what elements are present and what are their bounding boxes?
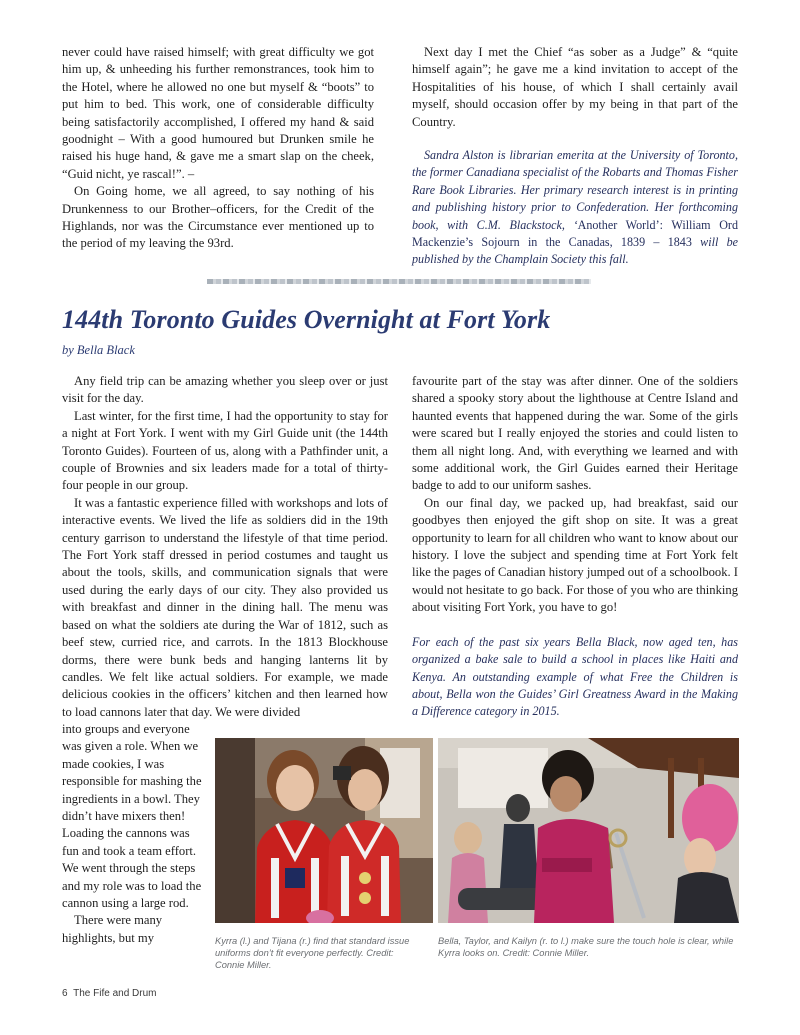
page-footer [62,988,157,999]
article-paragraph: favourite part of the stay was after dinner. One of the soldiers shared a spooky story about the lighthouse at Centre Island and haunted events that happened during the war. Some of the girls were scared but I really enjoyed the stories and could listen to them all night long. And, with everything we learned and with some additional work, the Girl Guides earned their Heritage badge to add to our uniform sashes. [412,374,738,493]
page-number: 6 [62,988,68,999]
book-title: Another World’: William Ord Mackenzie’s Sojourn in the Canadas, 1839 – 1843 [412,217,739,250]
author-note-bella-black: For each of the past six years Bella Black, now aged ten, has organized a bake sale to build a school in places like Haiti and Kenya. An outstanding example of what Free the Children is about, Bella won the Guides’ Girl Greatness Award in the Making a Difference category in 2015. [412,634,738,719]
article-paragraph: Last winter, for the first time, I had the opportunity to stay for a night at Fort York. I went with my Girl Guide unit (the 144th Toronto Guides). Fourteen of us, along with a Pathfinder unit, a couple of Brownies and six leaders made for a total of thirty-four people in our group. [62,408,388,493]
article-left-narrow-column [62,721,204,947]
photo-caption: Kyrra (l.) and Tijana (r.) find that standard issue uniforms don’t fit everyone perfectly. Credit: Connie Miller. [215,936,410,970]
photo-caption: Bella, Taylor, and Kailyn (r. to l.) make sure the touch hole is clear, while Kyrra looks on. Credit: Connie Miller. [438,936,734,958]
prev-article-paragraph: never could have raised himself; with great difficulty we got him up, & unheeding his further remonstrances, took him to the Hotel, where he allowed no one but myself & “boots” to put him to bed. This work, one of considerable difficulty being satisfactorily accomplished, I offered my hand & said goodnight – With a good humoured but Drunken smile he raised his huge hand, & gave me a smart slap on the cheek, “Guid nicht, ye rascal!”. – [62,45,374,181]
section-divider [207,279,591,284]
article-title: 144th Toronto Guides Overnight at Fort York [62,305,551,334]
article-byline: by Bella Black [62,343,135,357]
article-right-column [412,373,738,721]
article-paragraph: It was a fantastic experience filled with workshops and lots of interactive events. We lived the life as soldiers did in the 19th century garrison to understand the lifestyle of that time period. The Fort York staff dressed in period costumes and taught us about the tools, skills, and communication signals that were used during the early days of our city. They also provided us with breakfast and dinner in the dining hall. The menu was based on what the soldiers ate during the War of 1812, such as beef stew, curried rice, and carrots. In the 1813 Blockhouse dorms, there were bunk beds and hanging lanterns lit by candles. We felt like actual soldiers. For example, we made delicious cookies in the officers’ kitchen and then learned how to load cannons later that day. We were divided [62,495,388,719]
photo-guides-in-uniform [215,738,433,923]
author-bio-sandra-alston: Sandra Alston is librarian emerita at the University of Toronto, the former Canadiana specialist of the Robarts and Thomas Fisher Rare Book Libraries. Her primary research interest is in printing and publishing history prior to Confederation. Her forthcoming book, with C.M. Blackstock, ‘Another World’: William Ord Mackenzie’s Sojourn in the Canadas, 1839 – 1843 will be published by the Champlain Society this fall. [412,148,739,267]
photo-guides-in-uniform-image [215,738,433,923]
prev-article-left-column [62,44,374,253]
article-paragraph: into groups and everyone was given a role. When we made cookies, I was responsible for mashing the ingredients in a bowl. They didn’t have mixers then! Loading the cannons was fun and took a team effort. We went through the steps and my role was to load the cannon using a large rod. [62,722,202,911]
prev-article-paragraph: On Going home, we all agreed, to say nothing of his Drunkenness to our Brother–officers, for the Credit of the Highlands, nor was the Circumstance ever mentioned up to the period of my leaving the 93rd. [62,184,374,251]
article-paragraph: There were many highlights, but my [62,913,163,945]
prev-article-right-column [412,44,738,269]
photo-cannon-inspection-image [438,738,739,923]
photo-cannon-inspection [438,738,739,923]
publication-name: The Fife and Drum [73,988,157,999]
prev-article-paragraph: Next day I met the Chief “as sober as a Judge” & “quite himself again”; he gave me a kind invitation to accept of the Hospitalities of his house, of which I shall certainly avail myself, should occasion offer by my being in that part of the Country. [412,45,738,129]
article-paragraph: On our final day, we packed up, had breakfast, said our goodbyes then enjoyed the gift shop on site. It was a great opportunity to learn for all children who want to know about our history. I love the subject and spending time at Fort York felt like the pages of Canadian history jumped out of a schoolbook. I would not hesitate to go back. For those of you who are thinking about visiting Fort York, you have to go! [412,495,738,615]
article-paragraph: Any field trip can be amazing whether you sleep over or just visit for the day. [62,374,388,406]
article-left-column [62,373,388,721]
